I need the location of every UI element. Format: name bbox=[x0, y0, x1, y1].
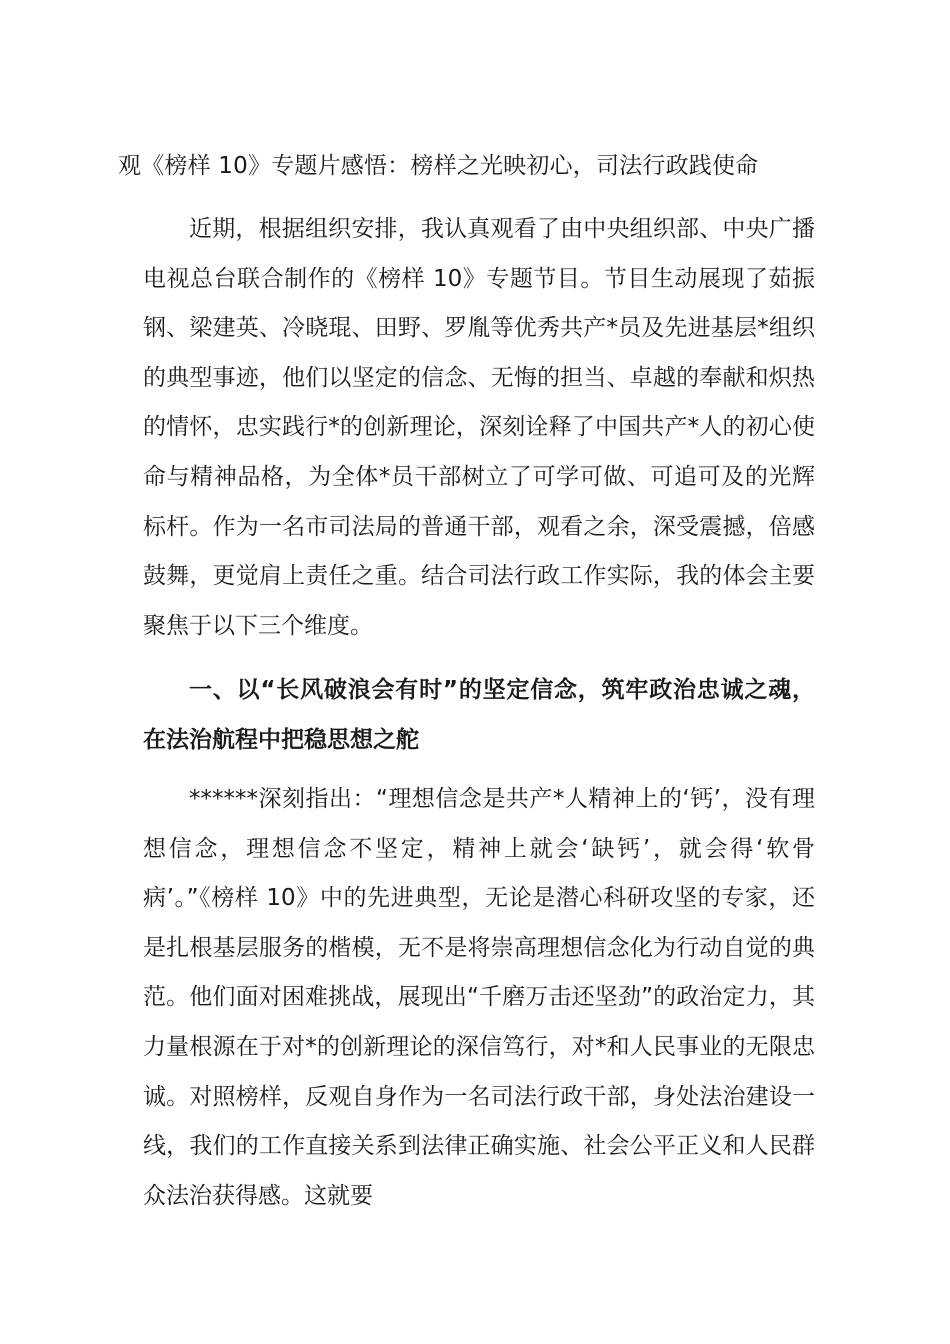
body-paragraph-intro: 近期，根据组织安排，我认真观看了由中央组织部、中央广播电视总台联合制作的《榜样 10》专题节目。节目生动展现了茹振钢、梁建英、冷晓琨、田野、罗胤等优秀共产*员及先进基层*组织的典型事迹，他们以坚定的信念、无悔的担当、卓越的奉献和炽热的情怀，忠实践行*的创新理论，深刻诠释了中国共产*人的初心使命与精神品格，为全体*员干部树立了可学可做、可追可及的光辉标杆。作为一名市司法局的普通干部，观看之余，深受震撼，倍感鼓舞，更觉肩上责任之重。结合司法行政工作实际，我的体会主要聚焦于以下三个维度。 bbox=[143, 216, 815, 639]
section-heading-one: 一、以“长风破浪会有时”的坚定信念，筑牢政治忠诚之魂，在法治航程中把稳思想之舵 bbox=[143, 677, 815, 753]
body-paragraph-section-one: ******深刻指出：“理想信念是共产*人精神上的‘钙’，没有理想信念，理想信念不坚定，精神上就会‘缺钙’，就会得‘软骨病’。”《榜样 10》中的先进典型，无论是潜心科研攻坚的专家，还是扎根基层服务的楷模，无不是将崇高理想信念化为行动自觉的典范。他们面对困难挑战，展现出“千磨万击还坚劲”的政治定力，其力量根源在于对*的创新理论的深信笃行，对*和人民事业的无限忠诚。对照榜样，反观自身作为一名司法行政干部，身处法治建设一线，我们的工作直接关系到法律正确实施、社会公平正义和人民群众法治获得感。这就要 bbox=[143, 786, 815, 1209]
document-title: 观《榜样 10》专题片感悟：榜样之光映初心，司法行政践使命 bbox=[118, 153, 759, 179]
